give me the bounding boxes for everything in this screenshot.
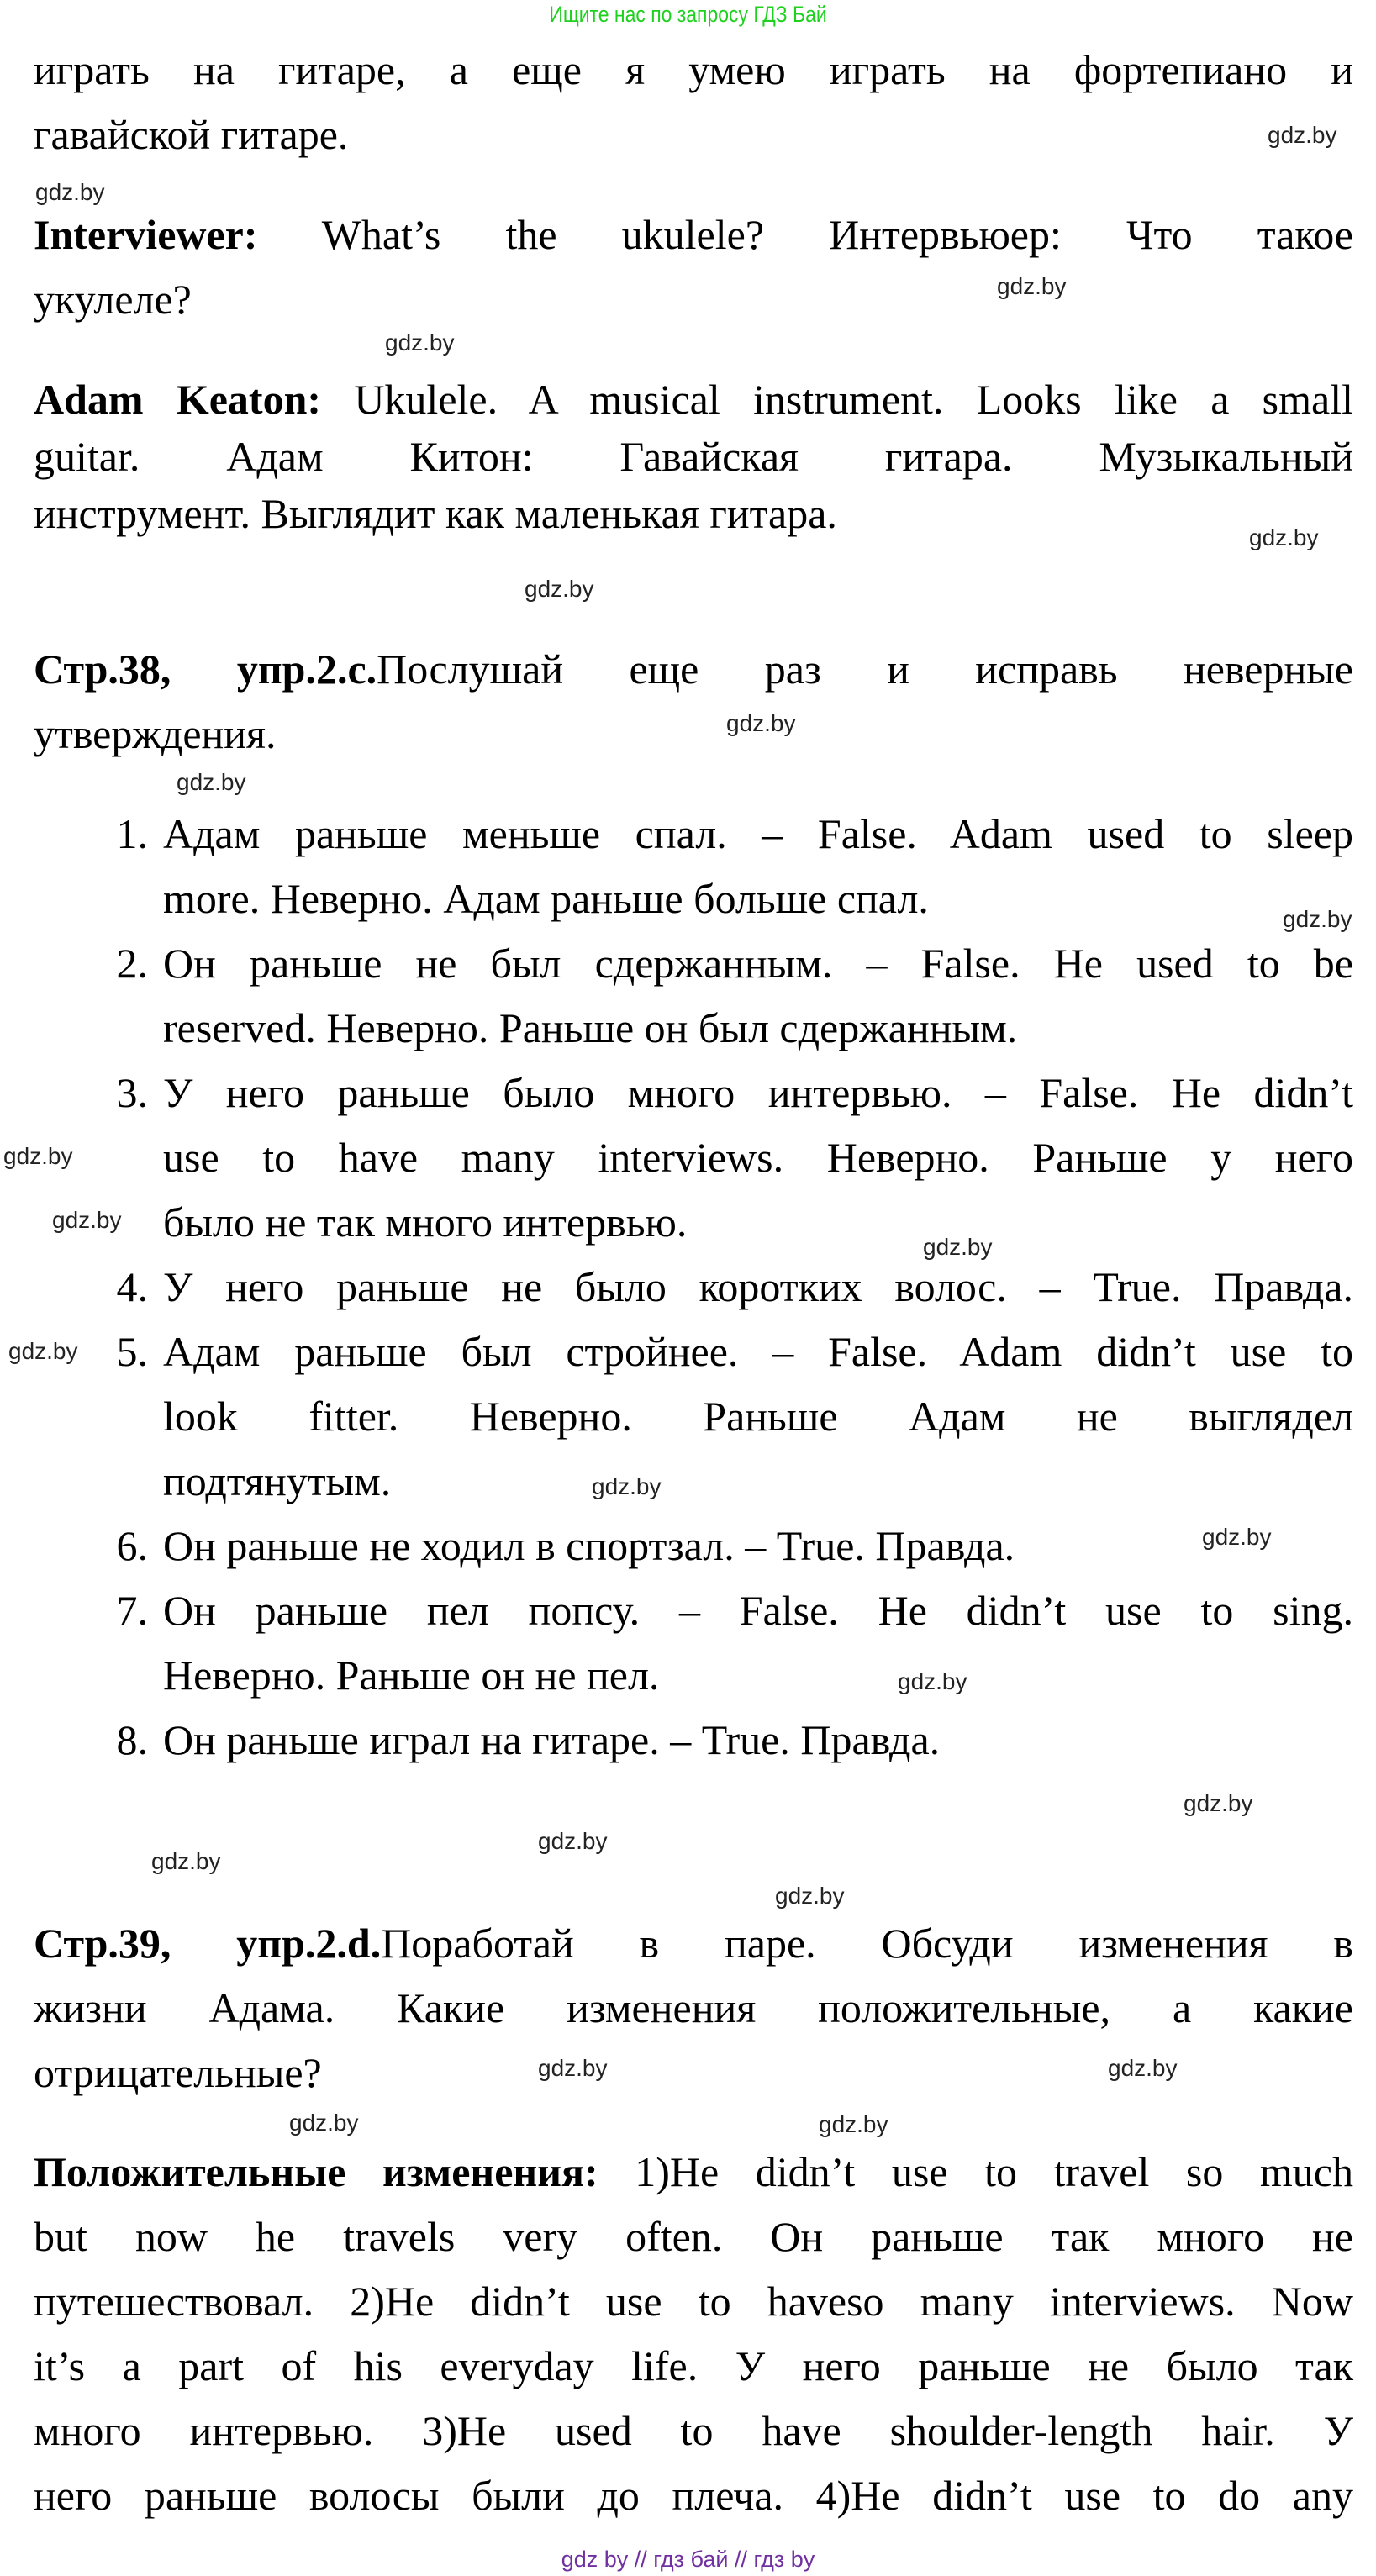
item-number: 3. xyxy=(116,1069,148,1116)
list-item xyxy=(34,1578,1353,1708)
item-number: 5. xyxy=(116,1328,148,1375)
watermark: gdz.by xyxy=(726,710,796,736)
text-line: more. Неверно. Адам раньше больше спал. xyxy=(163,875,929,922)
list-item xyxy=(34,1320,1353,1514)
item-number: 8. xyxy=(116,1716,148,1763)
list-item xyxy=(34,1708,1353,1773)
speaker-label: Adam Keaton: xyxy=(34,376,322,423)
paragraph-positive-changes xyxy=(34,2140,1353,2528)
item-number: 4. xyxy=(116,1263,148,1310)
text-line: Он раньше пел попсу. – False. He didn’t use to sing. xyxy=(163,1587,1353,1634)
search-banner[interactable]: Ищите нас по запросу ГДЗ Бай xyxy=(549,2,827,27)
text-line: было не так много интервью. xyxy=(163,1198,688,1246)
text-line xyxy=(34,2140,1353,2205)
speaker-label: Interviewer: xyxy=(34,211,258,258)
text-line: путешествовал. 2)He didn’t use to haveso many interviews. Now xyxy=(34,2278,1353,2325)
text-line: жизни Адама. Какие изменения положительные, а какие xyxy=(34,1984,1353,2031)
paragraph-interviewer xyxy=(34,203,1353,332)
text-line: Он раньше не был сдержанным. – False. He used to be xyxy=(163,940,1353,987)
watermark: gdz.by xyxy=(538,1828,608,1854)
text-line: Неверно. Раньше он не пел. xyxy=(163,1651,660,1699)
watermark: gdz.by xyxy=(997,273,1067,299)
text-line: играть на гитаре, а еще я умею играть на фортепиано и xyxy=(34,46,1353,93)
exercise-label: Стр.38, упр.2.с. xyxy=(34,645,377,693)
watermark: gdz.by xyxy=(819,2111,888,2137)
text-line: Адам раньше меньше спал. – False. Adam used to sleep xyxy=(163,810,1353,857)
watermark: gdz.by xyxy=(1108,2055,1178,2081)
watermark: gdz.by xyxy=(1283,906,1352,932)
list-item xyxy=(34,1061,1353,1255)
text-line: Адам раньше был стройнее. – False. Adam didn’t use to xyxy=(163,1328,1353,1375)
item-number: 2. xyxy=(116,940,148,987)
watermark: gdz.by xyxy=(525,576,594,602)
text-line: look fitter. Неверно. Раньше Адам не выглядел xyxy=(163,1393,1353,1440)
text-line: У него раньше не было коротких волос. – True. Правда. xyxy=(163,1263,1353,1310)
text-span: Поработай в паре. Обсуди изменения в xyxy=(381,1920,1353,1967)
text-span: Послушай еще раз и исправь неверные xyxy=(377,645,1353,693)
text-line: it’s a part of his everyday life. У него раньше не было так xyxy=(34,2342,1353,2389)
text-line: use to have many interviews. Неверно. Раньше у него xyxy=(163,1134,1353,1181)
text-line: много интервью. 3)He used to have shoulder-length hair. У xyxy=(34,2407,1353,2454)
list-item xyxy=(34,1255,1353,1320)
text-line: гавайской гитаре. xyxy=(34,111,349,158)
watermark: gdz.by xyxy=(289,2110,359,2136)
text-span: 1)He didn’t use to travel so much xyxy=(598,2148,1353,2195)
watermark: gdz.by xyxy=(8,1338,78,1364)
text-line: него раньше волосы были до плеча. 4)He didn’t use to do any xyxy=(34,2472,1353,2519)
paragraph-adam-keaton xyxy=(34,371,1353,542)
text-line xyxy=(34,203,1353,267)
watermark: gdz.by xyxy=(775,1883,845,1909)
watermark: gdz.by xyxy=(1249,524,1319,550)
text-line xyxy=(34,1911,1353,1976)
watermark: gdz.by xyxy=(385,329,455,356)
exercise-label: Стр.39, упр.2.d. xyxy=(34,1920,382,1967)
list-item xyxy=(34,1514,1353,1578)
text-span: Ukulele. A musical instrument. Looks like a small xyxy=(321,376,1354,423)
watermark: gdz.by xyxy=(898,1668,967,1694)
text-line: подтянутым. xyxy=(163,1457,392,1504)
watermark: gdz.by xyxy=(1202,1524,1272,1550)
text-line xyxy=(34,371,1353,428)
section-label: Положительные изменения: xyxy=(34,2148,598,2195)
item-number: 1. xyxy=(116,810,148,857)
text-line: инструмент. Выглядит как маленькая гитара. xyxy=(34,490,837,537)
watermark: gdz.by xyxy=(538,2055,608,2081)
text-line: Он раньше играл на гитаре. – True. Правда. xyxy=(163,1716,941,1763)
item-number: 6. xyxy=(116,1522,148,1569)
list-item xyxy=(34,931,1353,1061)
watermark: gdz.by xyxy=(592,1473,662,1499)
item-number: 7. xyxy=(116,1587,148,1634)
watermark: gdz.by xyxy=(1184,1790,1253,1816)
watermark: gdz.by xyxy=(52,1207,122,1233)
footer-links[interactable]: gdz by // гдз бай // гдз by xyxy=(561,2547,815,2572)
text-line: reserved. Неверно. Раньше он был сдержанным. xyxy=(163,1004,1018,1051)
watermark: gdz.by xyxy=(151,1848,221,1874)
text-line: утверждения. xyxy=(34,710,277,757)
text-line: укулеле? xyxy=(34,276,192,323)
text-line: У него раньше было много интервью. – False. He didn’t xyxy=(163,1069,1353,1116)
exercise-heading-38 xyxy=(34,637,1353,766)
text-line: guitar. Адам Китон: Гавайская гитара. Музыкальный xyxy=(34,433,1353,480)
text-line xyxy=(34,637,1353,702)
list-item xyxy=(34,802,1353,931)
answers-list xyxy=(34,802,1353,1773)
text-line: but now he travels very often. Он раньше так много не xyxy=(34,2213,1353,2260)
watermark: gdz.by xyxy=(1268,122,1337,148)
text-line: отрицательные? xyxy=(34,2049,322,2096)
text-line: Он раньше не ходил в спортзал. – True. Правда. xyxy=(163,1522,1015,1569)
watermark: gdz.by xyxy=(923,1234,993,1260)
paragraph-intro xyxy=(34,38,1353,167)
text-span: What’s the ukulele? Интервьюер: Что такое xyxy=(257,211,1353,258)
watermark: gdz.by xyxy=(177,769,246,795)
watermark: gdz.by xyxy=(3,1143,73,1169)
watermark: gdz.by xyxy=(35,179,105,205)
